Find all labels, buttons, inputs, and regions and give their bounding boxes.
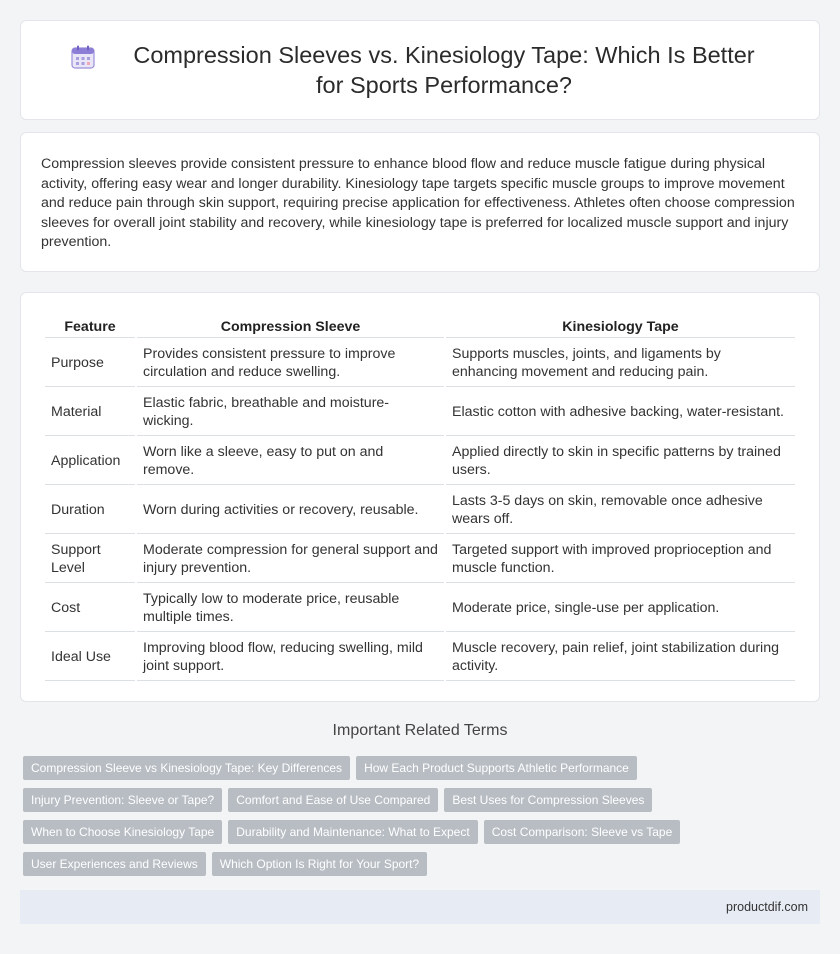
row-tape: Moderate price, single-use per application. [446, 585, 795, 632]
row-sleeve: Elastic fabric, breathable and moisture-wicking. [137, 389, 444, 436]
page-title: Compression Sleeves vs. Kinesiology Tape: Which Is Better for Sports Performance? [133, 42, 755, 98]
table-row [45, 487, 795, 534]
row-tape: Lasts 3-5 days on skin, removable once adhesive wears off. [446, 487, 795, 534]
header-compression-sleeve: Compression Sleeve [137, 315, 444, 338]
row-tape: Elastic cotton with adhesive backing, water-resistant. [446, 389, 795, 436]
table-row [45, 389, 795, 436]
related-terms-title: Important Related Terms [332, 722, 508, 739]
row-feature: Support Level [45, 536, 135, 583]
footer-site-link[interactable]: productdif.com [726, 900, 808, 914]
row-feature: Ideal Use [45, 634, 135, 681]
table-row [45, 340, 795, 387]
row-feature: Application [45, 438, 135, 485]
comparison-table-card [20, 292, 820, 702]
table-row [45, 585, 795, 632]
row-sleeve: Improving blood flow, reducing swelling, mild joint support. [137, 634, 444, 681]
table-row [45, 536, 795, 583]
related-tag[interactable]: How Each Product Supports Athletic Performance [356, 756, 637, 780]
related-tag[interactable]: Which Option Is Right for Your Sport? [212, 852, 427, 876]
header-kinesiology-tape: Kinesiology Tape [446, 315, 795, 338]
related-tags [20, 756, 820, 876]
related-tag[interactable]: Comfort and Ease of Use Compared [228, 788, 438, 812]
row-feature: Cost [45, 585, 135, 632]
row-tape: Targeted support with improved proprioception and muscle function. [446, 536, 795, 583]
related-tag[interactable]: Compression Sleeve vs Kinesiology Tape: Key Differences [23, 756, 350, 780]
related-tag[interactable]: When to Choose Kinesiology Tape [23, 820, 222, 844]
related-tag[interactable]: Durability and Maintenance: What to Expect [228, 820, 477, 844]
row-feature: Duration [45, 487, 135, 534]
related-terms-section [20, 722, 820, 876]
intro-paragraph: Compression sleeves provide consistent pressure to enhance blood flow and reduce muscle fatigue during physical activity, offering easy wear and longer durability. Kinesiology tape targets specific muscle groups to improve movement and reduce pain through skin support, requiring precise application for effectiveness. Athletes often choose compression sleeves for overall joint stability and recovery, while kinesiology tape is preferred for localized muscle support and injury prevention. [41, 156, 795, 251]
related-tag[interactable]: Injury Prevention: Sleeve or Tape? [23, 788, 222, 812]
comparison-table [43, 313, 797, 683]
footer [20, 890, 820, 924]
related-tag[interactable]: User Experiences and Reviews [23, 852, 206, 876]
calendar-icon [70, 44, 96, 70]
table-header-row [45, 315, 795, 338]
table-row [45, 438, 795, 485]
row-sleeve: Typically low to moderate price, reusable multiple times. [137, 585, 444, 632]
row-tape: Supports muscles, joints, and ligaments by enhancing movement and reducing pain. [446, 340, 795, 387]
row-sleeve: Provides consistent pressure to improve circulation and reduce swelling. [137, 340, 444, 387]
row-sleeve: Worn like a sleeve, easy to put on and remove. [137, 438, 444, 485]
row-tape: Applied directly to skin in specific patterns by trained users. [446, 438, 795, 485]
table-row [45, 634, 795, 681]
title-wrap [70, 40, 770, 100]
row-tape: Muscle recovery, pain relief, joint stabilization during activity. [446, 634, 795, 681]
related-tag[interactable]: Best Uses for Compression Sleeves [444, 788, 652, 812]
row-feature: Material [45, 389, 135, 436]
intro-card [20, 132, 820, 272]
row-sleeve: Worn during activities or recovery, reusable. [137, 487, 444, 534]
header-feature: Feature [45, 315, 135, 338]
header-card [20, 20, 820, 120]
row-feature: Purpose [45, 340, 135, 387]
row-sleeve: Moderate compression for general support and injury prevention. [137, 536, 444, 583]
related-tag[interactable]: Cost Comparison: Sleeve vs Tape [484, 820, 681, 844]
